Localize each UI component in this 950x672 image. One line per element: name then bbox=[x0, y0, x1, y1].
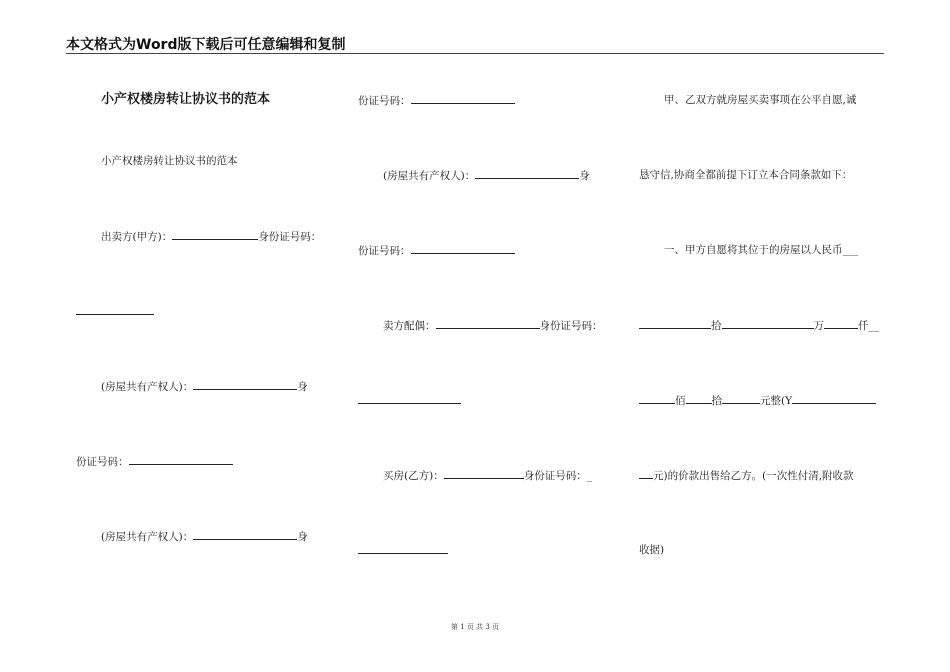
document-header-title: 本文格式为Word版下载后可任意编辑和复制 bbox=[66, 37, 346, 53]
page-number: 第 1 页 共 3 页 bbox=[450, 623, 500, 631]
price-numeric-blank[interactable] bbox=[792, 393, 876, 404]
spouse-id-label: 身份证号码： bbox=[539, 320, 603, 332]
co-owner-line bbox=[101, 379, 308, 394]
buyer-line bbox=[383, 468, 592, 483]
seller-id-label: 身份证号码： bbox=[258, 231, 322, 243]
buyer-name-blank[interactable] bbox=[444, 468, 524, 479]
buyer-id-line bbox=[358, 543, 448, 558]
col2-co-owner-line bbox=[383, 168, 590, 183]
para1-line2: 恳守信,协商全都前提下订立本合同条款如下： bbox=[639, 169, 853, 181]
price-wan-blank[interactable] bbox=[722, 318, 814, 329]
co-owner2-id-blank[interactable] bbox=[411, 93, 515, 104]
co-owner3-id-prefix: 身 bbox=[579, 170, 590, 182]
price-shi2-blank[interactable] bbox=[686, 393, 712, 404]
co-owner-id-prefix: 身 bbox=[297, 381, 308, 393]
price-shi2-label: 拾 bbox=[711, 395, 722, 407]
id-label: 份证号码： bbox=[358, 95, 411, 107]
co-owner-id-line bbox=[76, 454, 233, 469]
seller-line bbox=[101, 229, 321, 244]
co-owner2-label: (房屋共有产权人)： bbox=[101, 531, 194, 543]
item1-line1: 一、甲方自愿将其位于的房屋以人民币___ bbox=[664, 244, 859, 256]
co-owner3-name-blank[interactable] bbox=[475, 168, 579, 179]
id-label: 份证号码： bbox=[76, 456, 129, 468]
buyer-id-label: 身份证号码：_ bbox=[523, 470, 592, 482]
spouse-id-blank[interactable] bbox=[358, 393, 461, 404]
spouse-name-blank[interactable] bbox=[436, 318, 540, 329]
co-owner2-name-blank[interactable] bbox=[193, 529, 297, 540]
price-qian-blank[interactable] bbox=[824, 318, 858, 329]
price-bai-blank[interactable] bbox=[639, 393, 675, 404]
spouse-label: 卖方配偶： bbox=[383, 320, 436, 332]
buyer-label: 买房(乙方)： bbox=[383, 470, 444, 482]
price-qian-label: 仟__ bbox=[858, 320, 879, 332]
spouse-line bbox=[383, 318, 603, 333]
document-title: 小产权楼房转让协议书的范本 bbox=[101, 92, 271, 107]
co-owner-name-blank[interactable] bbox=[193, 379, 297, 390]
price-wan-label: 万 bbox=[813, 320, 824, 332]
co-owner-id-blank[interactable] bbox=[129, 454, 233, 465]
price-yuan-blank[interactable] bbox=[722, 393, 760, 404]
price-line-1 bbox=[639, 318, 879, 333]
co-owner3-id-blank[interactable] bbox=[411, 243, 515, 254]
co-owner-label: (房屋共有产权人)： bbox=[101, 381, 194, 393]
price-bai-label: 佰 bbox=[675, 395, 686, 407]
col2-id-line-2 bbox=[358, 243, 515, 258]
id-label: 份证号码： bbox=[358, 245, 411, 257]
para1-line1: 甲、乙双方就房屋买卖事项在公平自愿,诚 bbox=[664, 94, 857, 106]
spouse-id-line bbox=[358, 393, 461, 408]
item1-tail-line bbox=[639, 468, 854, 483]
buyer-id-blank[interactable] bbox=[358, 543, 448, 554]
seller-name-blank[interactable] bbox=[172, 229, 258, 240]
co-owner2-id-prefix: 身 bbox=[297, 531, 308, 543]
seller-id-line bbox=[76, 304, 154, 319]
header-divider bbox=[66, 53, 884, 54]
item1-tail: 元)的价款出售给乙方。(一次性付清,附收款 bbox=[653, 470, 854, 482]
col2-id-line-1 bbox=[358, 93, 515, 108]
price-line-2 bbox=[639, 393, 876, 408]
seller-label: 出卖方(甲方)： bbox=[101, 231, 173, 243]
document-subtitle: 小产权楼房转让协议书的范本 bbox=[101, 155, 238, 167]
seller-id-blank[interactable] bbox=[76, 304, 154, 315]
co-owner3-label: (房屋共有产权人)： bbox=[383, 170, 476, 182]
co-owner2-line bbox=[101, 529, 308, 544]
price-shi-label: 拾 bbox=[711, 320, 722, 332]
receipt-text: 收据) bbox=[639, 544, 665, 556]
price-yuan-label: 元整(Y bbox=[760, 395, 793, 407]
price-numeric-blank-end[interactable] bbox=[639, 468, 653, 479]
price-shi-wan-blank[interactable] bbox=[639, 318, 711, 329]
